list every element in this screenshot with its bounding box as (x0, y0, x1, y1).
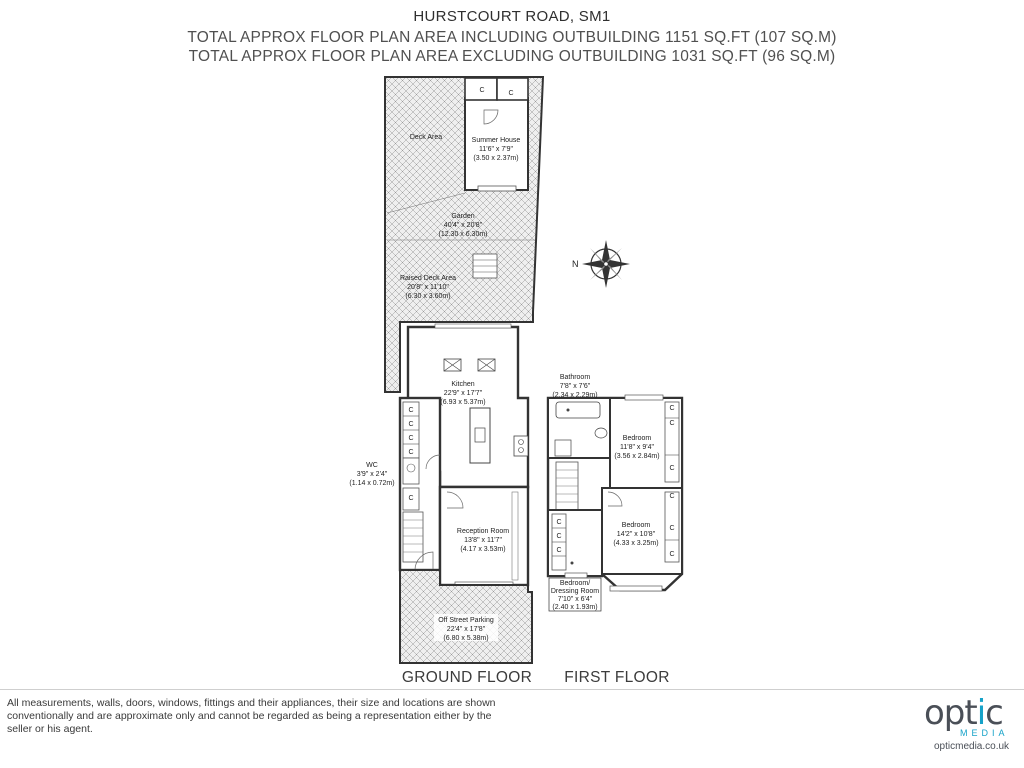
cupboard-label: C (669, 405, 675, 412)
logo-mark-i: i (976, 693, 986, 733)
parking-name: Off Street Parking (438, 617, 494, 624)
logo-wordmark (924, 693, 1003, 733)
area-excluding-outbuilding: TOTAL APPROX FLOOR PLAN AREA EXCLUDING OUTBUILDING 1031 SQ.FT (96 SQ.M) (188, 48, 836, 65)
ground-floor-label: GROUND FLOOR (401, 669, 533, 686)
raised-deck-dims: 20'8" x 11'10" (407, 284, 449, 291)
kitchen-metric: (6.93 x 5.37m) (440, 399, 486, 406)
cupboard-label: C (556, 547, 562, 554)
cupboard-label: C (556, 533, 562, 540)
disclaimer-text: All measurements, walls, doors, windows, fittings and their appliances, their size and locations are shown conventionally and are approximate only and cannot be regarded as being a representation either by the seller or his agent. (7, 697, 496, 735)
reception-metric: (4.17 x 3.53m) (460, 546, 506, 553)
logo-subtitle: MEDIA (960, 728, 1009, 738)
kitchen-dims: 22'9" x 17'7" (443, 390, 483, 397)
logo-mark-b: c (985, 693, 1003, 733)
cupboard-label: C (479, 87, 485, 94)
wc-metric: (1.14 x 0.72m) (349, 480, 395, 487)
compass-north-label: N (572, 259, 579, 269)
summer-house-dims: 11'6" x 7'9" (479, 146, 513, 153)
parking-dims: 22'4" x 17'8" (446, 626, 486, 633)
logo-mark-a: opt (924, 693, 977, 733)
parking-metric: (6.80 x 5.38m) (443, 635, 489, 642)
cupboard-label: C (408, 407, 414, 414)
bathroom-name: Bathroom (559, 374, 591, 381)
bedroom1-metric: (3.56 x 2.84m) (614, 453, 660, 460)
reception-name: Reception Room (456, 528, 510, 535)
cupboard-label: C (408, 421, 414, 428)
summer-house-metric: (3.50 x 2.37m) (473, 155, 519, 162)
cupboard-label: C (408, 435, 414, 442)
cupboard-label: C (508, 90, 514, 97)
cupboard-label: C (669, 465, 675, 472)
garden-name: Garden (451, 213, 475, 220)
cupboard-label: C (408, 449, 414, 456)
dressing-name: Bedroom/ (559, 580, 591, 587)
hallway-block (400, 398, 440, 570)
summer-house-name: Summer House (471, 137, 521, 144)
area-including-outbuilding: TOTAL APPROX FLOOR PLAN AREA INCLUDING OUTBUILDING 1151 SQ.FT (107 SQ.M) (187, 29, 837, 46)
first-floor-outline (548, 395, 682, 591)
dressing-dims: 7'10" x 6'4" (557, 596, 593, 603)
garden-dims: 40'4" x 20'8" (443, 222, 483, 229)
cupboard-label: C (669, 525, 675, 532)
bedroom2-name: Bedroom (621, 522, 651, 529)
optic-media-logo (924, 693, 1024, 753)
cupboard-label: C (408, 495, 414, 502)
cupboard-label: C (556, 519, 562, 526)
cupboard-label: C (669, 420, 675, 427)
bathroom-dims: 7'8" x 7'6" (559, 383, 591, 390)
first-floor-label: FIRST FLOOR (564, 669, 670, 686)
cupboard-label: C (669, 551, 675, 558)
bedroom1-name: Bedroom (622, 435, 652, 442)
dressing-name2: Dressing Room (550, 588, 600, 595)
kitchen-name: Kitchen (451, 381, 475, 388)
footer-divider (0, 689, 1024, 690)
wc-name: WC (366, 462, 378, 469)
summer-house (465, 78, 528, 191)
raised-deck-metric: (6.30 x 3.60m) (405, 293, 451, 300)
plan-title: HURSTCOURT ROAD, SM1 (413, 8, 611, 25)
wc-dims: 3'9" x 2'4" (356, 471, 388, 478)
bedroom2-dims: 14'2" x 10'8" (616, 531, 656, 538)
bathroom-metric: (2.34 x 2.29m) (552, 392, 598, 399)
dressing-metric: (2.40 x 1.93m) (552, 604, 598, 611)
raised-deck-name: Raised Deck Area (399, 275, 457, 282)
reception-dims: 13'8" x 11'7" (464, 537, 502, 544)
cupboard-label: C (669, 493, 675, 500)
garden-metric: (12.30 x 6.30m) (438, 231, 488, 238)
compass-icon (582, 240, 630, 288)
bedroom2-metric: (4.33 x 3.25m) (613, 540, 659, 547)
bedroom1-dims: 11'8" x 9'4" (620, 444, 654, 451)
deck-area-label: Deck Area (409, 134, 443, 141)
logo-url: opticmedia.co.uk (934, 741, 1010, 752)
